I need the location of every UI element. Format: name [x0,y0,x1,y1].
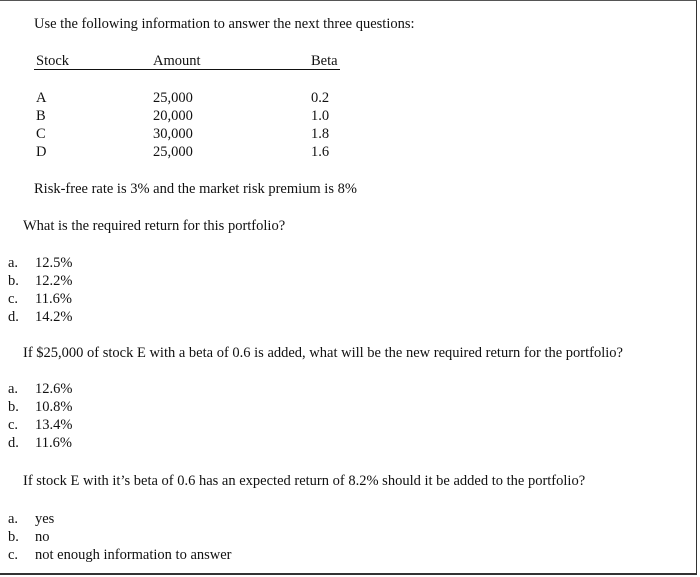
intro-text: Use the following information to answer the next three questions: [34,16,415,32]
option-letter: b. [8,399,19,415]
beta-column [311,89,329,161]
option-text: 11.6% [35,435,72,451]
option-text: 12.6% [35,381,73,397]
option-letter: c. [8,417,19,433]
amount-cell: 25,000 [153,90,193,106]
header-amount: Amount [153,53,201,69]
amount-column [153,89,193,161]
stock-cell: B [36,108,46,124]
option-text: 14.2% [35,309,73,325]
option-text: 11.6% [35,291,72,307]
option-letter: b. [8,529,19,545]
question-2-text: If $25,000 of stock E with a beta of 0.6 is added, what will be the new required return for the portfolio? [23,345,623,361]
option-text: no [35,529,50,545]
amount-cell: 30,000 [153,126,193,142]
option-text: 13.4% [35,417,73,433]
stock-cell: C [36,126,46,142]
option-text: not enough information to answer [35,547,232,563]
option-letter: b. [8,273,19,289]
rates-note: Risk-free rate is 3% and the market risk premium is 8% [34,181,357,197]
option-letter: a. [8,381,19,397]
option-letter: c. [8,547,19,563]
question-1-text: What is the required return for this portfolio? [23,218,286,234]
beta-cell: 1.8 [311,126,330,142]
option-letter: a. [8,255,19,271]
option-letter: d. [8,435,19,451]
option-letter: c. [8,291,19,307]
beta-cell: 1.6 [311,144,330,160]
stock-column [36,89,46,161]
header-stock: Stock [36,53,70,69]
header-beta: Beta [311,53,338,69]
header-rule [34,69,340,70]
option-text: 10.8% [35,399,73,415]
stock-cell: A [36,90,47,106]
option-text: yes [35,511,55,527]
stock-cell: D [36,144,47,160]
question-3-text: If stock E with it’s beta of 0.6 has an expected return of 8.2% should it be added to the portfolio? [23,473,586,489]
beta-cell: 0.2 [311,90,330,106]
amount-cell: 25,000 [153,144,193,160]
beta-cell: 1.0 [311,108,330,124]
option-text: 12.2% [35,273,73,289]
option-letter: a. [8,511,19,527]
option-text: 12.5% [35,255,73,271]
amount-cell: 20,000 [153,108,193,124]
option-letter: d. [8,309,19,325]
